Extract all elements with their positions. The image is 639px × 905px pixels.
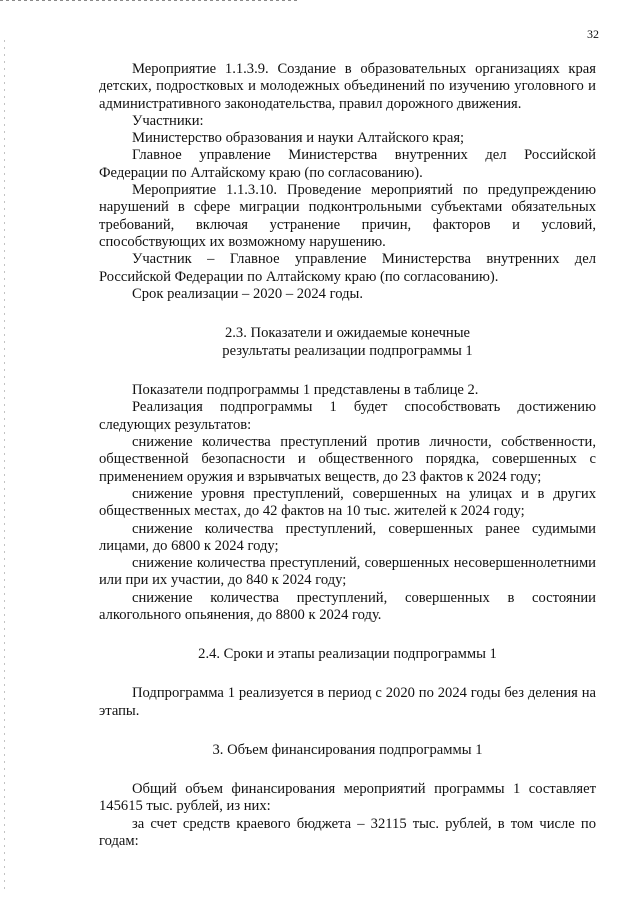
section-2-3-heading-line1: 2.3. Показатели и ожидаемые конечные [224,325,470,342]
page-number: 32 [587,27,599,41]
paragraph-regional-budget: за счет средств краевого бюджета – 32115 тыс. рублей, в том числе по годам: [99,815,596,849]
paragraph-measure-1-1-3-9: Мероприятие 1.1.3.9. Создание в образовательных организациях края детских, подростковых и молодежных объединений по изучению уголовного и административного законодательства, правил дорожного движения. [99,61,596,112]
scan-edge-top [0,0,300,1]
paragraph-results-intro: Реализация подпрограммы 1 будет способствовать достижению следующих результатов: [99,399,596,433]
document-body [99,61,596,850]
paragraph-stages: Подпрограмма 1 реализуется в период с 2020 по 2024 годы без деления на этапы. [99,685,596,719]
paragraph-total-funding: Общий объем финансирования мероприятий программы 1 составляет 145615 тыс. рублей, из них: [99,780,596,815]
section-2-4-heading-block [99,645,596,663]
section-2-3-heading [99,324,596,360]
section-3-heading-block [99,741,596,759]
paragraph-participant-mvd: Главное управление Министерства внутренних дел Российской Федерации по Алтайскому краю (по согласованию). [99,147,596,181]
paragraph-participant-single: Участник – Главное управление Министерства внутренних дел Российской Федерации по Алтайскому краю (по согласованию). [99,251,596,285]
result-item: снижение количества преступлений, совершенных ранее судимыми лицами, до 6800 к 2024 году; [99,520,596,554]
scan-edge-left [4,40,5,890]
result-item: снижение уровня преступлений, совершенных на улицах и в других общественных местах, до 42 фактов на 10 тыс. жителей к 2024 году; [99,485,596,520]
paragraph-measure-1-1-3-10: Мероприятие 1.1.3.10. Проведение мероприятий по предупреждению нарушений в сфере миграции подконтрольными субъектами обязательных требований, включая устранение причин, факторов и условий, способствующих их возможному нарушению. [99,182,596,250]
section-3-heading: 3. Объем финансирования подпрограммы 1 [212,741,483,758]
paragraph-indicators: Показатели подпрограммы 1 представлены в таблице 2. [132,382,479,399]
section-2-3-heading-line2: результаты реализации подпрограммы 1 [222,343,473,360]
paragraph-participants-label: Участники: [132,112,204,129]
section-2-4-heading: 2.4. Сроки и этапы реализации подпрограммы 1 [198,646,497,663]
paragraph-participant-ministry: Министерство образования и науки Алтайского края; [132,130,465,147]
result-item: снижение количества преступлений, совершенных в состоянии алкогольного опьянения, до 8800 к 2024 году. [99,589,596,624]
result-item: снижение количества преступлений, совершенных несовершеннолетними или при их участии, до 840 к 2024 году; [99,555,596,589]
paragraph-implementation-period: Срок реализации – 2020 – 2024 годы. [132,285,363,302]
result-item: снижение количества преступлений против личности, собственности, общественной безопасности и общественного порядка, совершенных с применением оружия и взрывчатых веществ, до 23 фактов к 2024 году; [99,434,596,485]
